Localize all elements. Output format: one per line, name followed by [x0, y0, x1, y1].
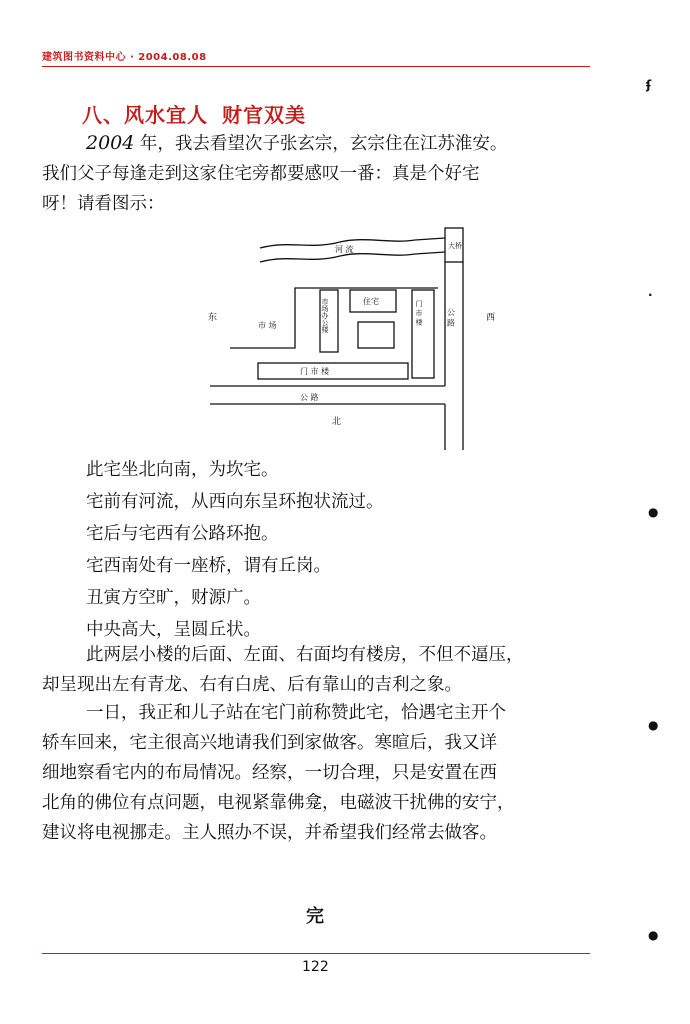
road-south-label: 公 路 — [300, 393, 319, 402]
list-item: 宅后与宅西有公路环抱。 — [86, 524, 279, 544]
intro-paragraph — [42, 128, 590, 219]
north-label: 北 — [332, 417, 342, 427]
title-part2: 财官双美 — [222, 103, 306, 127]
paragraph-two — [42, 640, 590, 700]
road-east-label: 公 路 — [446, 308, 456, 327]
running-header: 建筑图书资料中心 · 2004.08.08 — [42, 52, 207, 63]
paragraph-three-line4: 北角的佛位有点问题，电视紧靠佛龛，电磁波干扰佛的安宁， — [42, 793, 515, 813]
west-label: 西 — [486, 313, 496, 323]
title-part1: 八、风水宜人 — [82, 103, 208, 127]
scan-mark-4: ● — [648, 718, 659, 732]
scan-mark-5: ● — [648, 928, 659, 942]
intro-year: 2004 — [86, 132, 135, 154]
office-label: 市场办公楼 — [321, 298, 329, 333]
paragraph-three-line3: 细地察看宅内的布局情况。经察，一切合理，只是安置在西 — [42, 763, 497, 783]
paragraph-two-line2: 却呈现出左有青龙、右有白虎、后有靠山的吉利之象。 — [42, 675, 462, 695]
intro-line3: 呀！请看图示： — [42, 194, 165, 214]
section-title — [82, 99, 306, 128]
list-item: 丑寅方空旷，财源广。 — [86, 588, 261, 608]
shop-south-label: 门 市 楼 — [300, 367, 330, 376]
header-rule — [42, 66, 590, 67]
east-label: 东 — [208, 313, 218, 323]
paragraph-three — [42, 698, 590, 848]
shop-south-building — [258, 363, 408, 379]
scan-mark-2: · — [648, 288, 653, 302]
list-item: 宅前有河流，从西向东呈环抱状流过。 — [86, 492, 384, 512]
footer-rule — [42, 953, 590, 954]
list-item: 宅西南处有一座桥，谓有丘岗。 — [86, 556, 331, 576]
shop-east-label: 门 市 楼 — [415, 300, 423, 326]
scan-mark-3: ● — [648, 505, 659, 519]
house-label: 住宅 — [363, 297, 379, 306]
market-label: 市 场 — [258, 321, 277, 330]
market-boundary — [230, 288, 438, 348]
scan-mark-1: ʄ — [646, 78, 652, 92]
page-number: 122 — [302, 959, 329, 975]
house-inner — [358, 322, 394, 348]
river-label: 河 流 — [335, 245, 354, 254]
list-item: 此宅坐北向南，为坎宅。 — [86, 460, 279, 480]
intro-line2: 我们父子每逢走到这家住宅旁都要感叹一番：真是个好宅 — [42, 164, 480, 184]
paragraph-two-line1: 此两层小楼的后面、左面、右面均有楼房，不但不逼压， — [86, 645, 524, 665]
site-diagram — [200, 218, 500, 458]
paragraph-three-line5: 建议将电视挪走。主人照办不误，并希望我们经常去做客。 — [42, 823, 497, 843]
end-mark: 完 — [306, 906, 324, 927]
paragraph-three-line1: 一日，我正和儿子站在宅门前称赞此宅，恰遇宅主开个 — [86, 703, 506, 723]
paragraph-three-line2: 轿车回来，宅主很高兴地请我们到家做客。寒暄后，我又详 — [42, 733, 497, 753]
list-item: 中央高大，呈圆丘状。 — [86, 620, 261, 640]
intro-line1: 年，我去看望次子张玄宗，玄宗住在江苏淮安。 — [134, 134, 508, 154]
bridge-label: 大桥 — [448, 242, 462, 250]
